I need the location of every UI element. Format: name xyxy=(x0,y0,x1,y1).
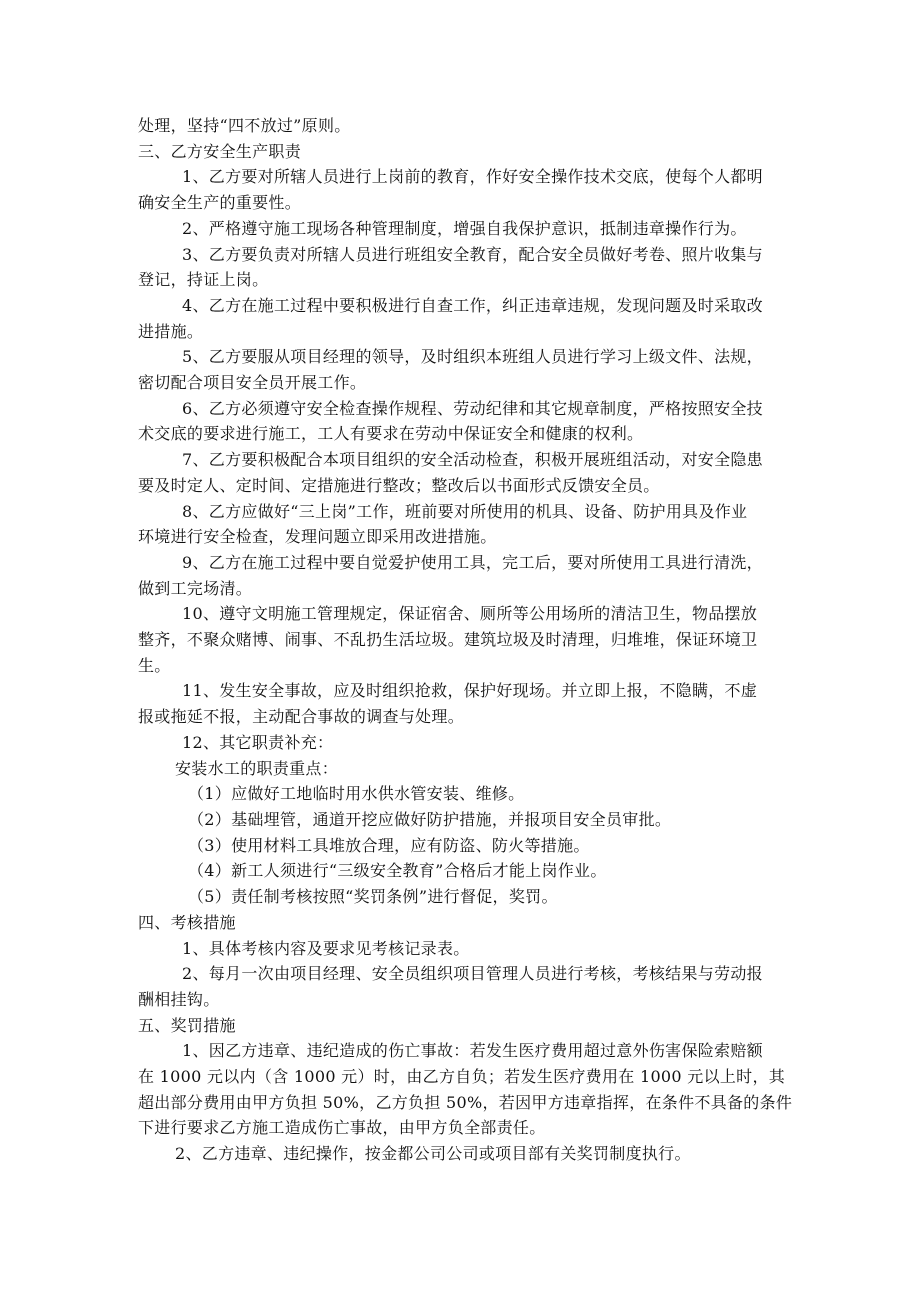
section-heading-4: 四、考核措施 xyxy=(138,912,236,932)
text-line: 密切配合项目安全员开展工作。 xyxy=(138,373,367,393)
clause-3-3: 3、乙方要负责对所辖人员进行班组安全教育，配合安全员做好考卷、照片收集与 xyxy=(182,244,763,264)
clause-3-6: 6、乙方必须遵守安全检查操作规程、劳动纪律和其它规章制度，严格按照安全技 xyxy=(182,398,763,418)
text-line: 确安全生产的重要性。 xyxy=(138,193,302,213)
clause-3-12: 12、其它职责补充： xyxy=(182,732,334,752)
clause-3-11: 11、发生安全事故，应及时组织抢救，保护好现场。并立即上报，不隐瞒，不虚 xyxy=(182,681,758,701)
text-line: 做到工完场清。 xyxy=(138,578,253,598)
clause-3-4: 4、乙方在施工过程中要积极进行自查工作，纠正违章违规，发现问题及时采取改 xyxy=(182,295,763,315)
sub-item-3: （3）使用材料工具堆放合理，应有防盗、防火等措施。 xyxy=(188,835,590,855)
text-line: 进措施。 xyxy=(138,321,204,341)
clause-3-10: 10、遵守文明施工管理规定，保证宿舍、厕所等公用场所的清洁卫生，物品摆放 xyxy=(182,604,758,624)
sub-heading-water-installer: 安装水工的职责重点： xyxy=(175,758,339,778)
text-line: 整齐，不聚众赌博、闹事、不乱扔生活垃圾。建筑垃圾及时清理，归堆堆，保证环境卫 xyxy=(138,630,758,650)
sub-item-1: （1）应做好工地临时用水供水管安装、维修。 xyxy=(188,784,525,804)
text-line: 登记，持证上岗。 xyxy=(138,270,269,290)
clause-3-1: 1、乙方要对所辖人员进行上岗前的教育，作好安全操作技术交底，使每个人都明 xyxy=(182,167,763,187)
text-line: 术交底的要求进行施工，工人有要求在劳动中保证安全和健康的权利。 xyxy=(138,424,644,444)
section-heading-3: 三、乙方安全生产职责 xyxy=(138,141,302,161)
text-line: 报或拖延不报，主动配合事故的调查与处理。 xyxy=(138,707,465,727)
text-line: 下进行要求乙方施工造成伤亡事故，由甲方负全部责任。 xyxy=(138,1118,546,1138)
clause-3-5: 5、乙方要服从项目经理的领导，及时组织本班组人员进行学习上级文件、法规， xyxy=(182,347,763,367)
section-heading-5: 五、奖罚措施 xyxy=(138,1015,236,1035)
text-line: 生。 xyxy=(138,655,171,675)
text-line: 处理，坚持“四不放过”原则。 xyxy=(138,116,351,135)
clause-3-8: 8、乙方应做好“三上岗”工作，班前要对所使用的机具、设备、防护用具及作业 xyxy=(182,501,748,521)
clause-5-2: 2、乙方违章、违纪操作，按金都公司公司或项目部有关奖罚制度执行。 xyxy=(175,1144,691,1164)
text-line: 要及时定人、定时间、定措施进行整改；整改后以书面形式反馈安全员。 xyxy=(138,475,660,495)
clause-4-1: 1、具体考核内容及要求见考核记录表。 xyxy=(182,938,470,958)
clause-3-2: 2、严格遵守施工现场各种管理制度，增强自我保护意识，抵制违章操作行为。 xyxy=(182,218,747,238)
sub-item-4: （4）新工人须进行“三级安全教育”合格后才能上岗作业。 xyxy=(188,861,607,881)
sub-item-5: （5）责任制考核按照“奖罚条例”进行督促，奖罚。 xyxy=(188,887,558,907)
text-line: 超出部分费用由甲方负担 50%，乙方负担 50%，若因甲方违章指挥，在条件不具备的条件 xyxy=(138,1092,793,1112)
clause-5-1: 1、因乙方违章、违纪造成的伤亡事故：若发生医疗费用超过意外伤害保险索赔额 xyxy=(182,1041,763,1061)
clause-4-2: 2、每月一次由项目经理、安全员组织项目管理人员进行考核，考核结果与劳动报 xyxy=(182,964,763,984)
document-body xyxy=(138,113,798,1167)
clause-3-9: 9、乙方在施工过程中要自觉爱护使用工具，完工后，要对所使用工具进行清洗， xyxy=(182,552,763,572)
clause-3-7: 7、乙方要积极配合本项目组织的安全活动检查，积极开展班组活动，对安全隐患 xyxy=(182,450,763,470)
sub-item-2: （2）基础埋管，通道开挖应做好防护措施，并报项目安全员审批。 xyxy=(188,809,672,829)
text-line: 酬相挂钩。 xyxy=(138,989,220,1009)
text-line: 在 1000 元以内（含 1000 元）时，由乙方自负；若发生医疗费用在 1000 元以上时，其 xyxy=(138,1067,786,1087)
text-line: 环境进行安全检查，发理问题立即采用改进措施。 xyxy=(138,527,497,547)
